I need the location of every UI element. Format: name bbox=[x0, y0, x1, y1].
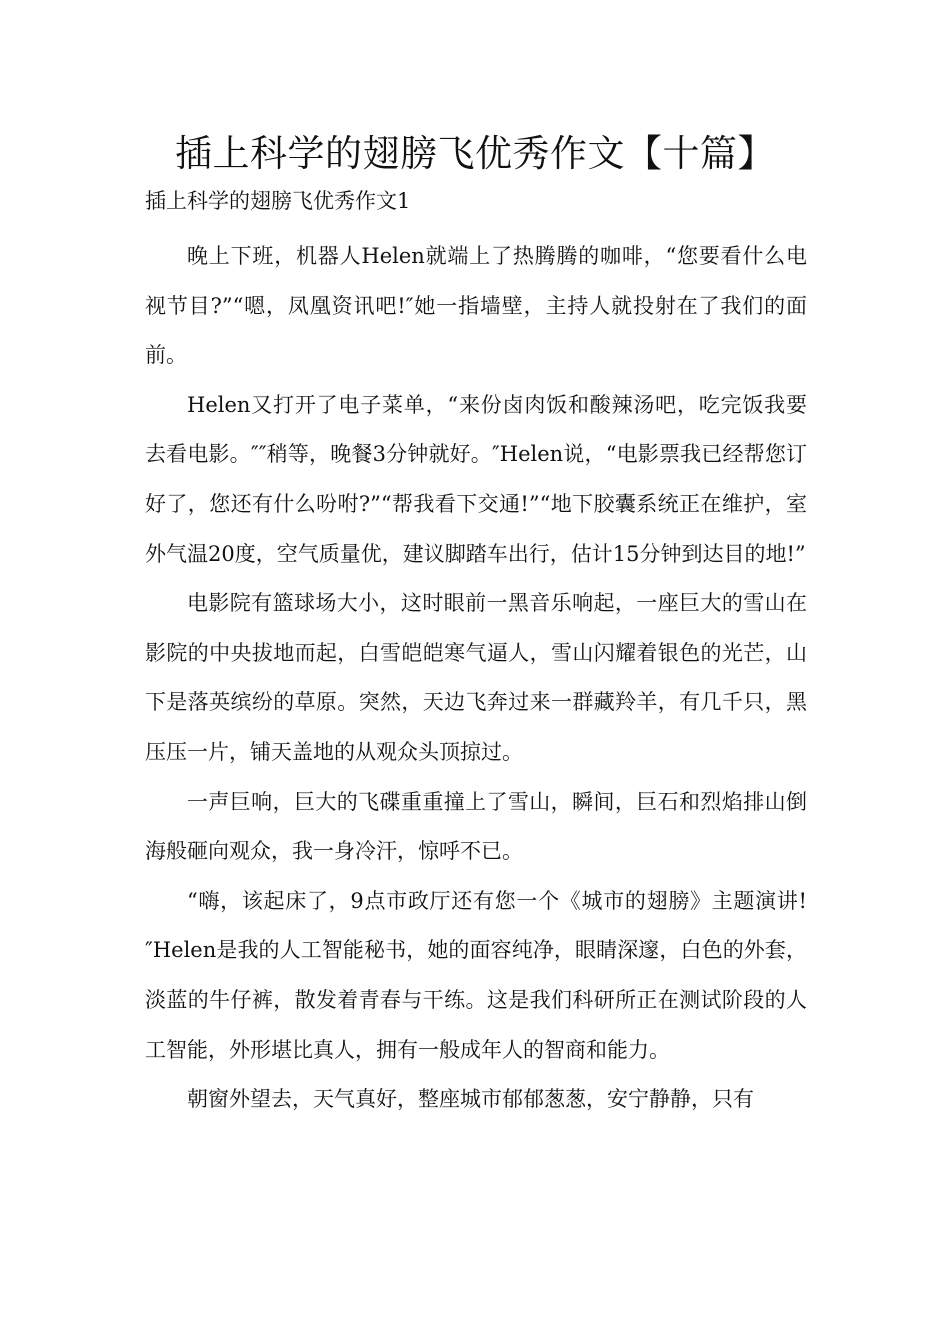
document-title: 插上科学的翅膀飞优秀作文【十篇】 bbox=[175, 132, 775, 175]
paragraph: Helen又打开了电子菜单，“来份卤肉饭和酸辣汤吧，吃完饭我要去看电影。″″稍等，晚餐3分钟就好。″Helen说，“电影票我已经帮您订好了，您还有什么吩咐?”“帮我看下交通!”“地下胶囊系统正在维护，室外气温20度，空气质量优，建议脚踏车出行，估计15分钟到达目的地!” bbox=[145, 392, 807, 566]
paragraph: 电影院有篮球场大小，这时眼前一黑音乐响起，一座巨大的雪山在影院的中央拔地而起，白雪皑皑寒气逼人，雪山闪耀着银色的光芒，山下是落英缤纷的草原。突然，天边飞奔过来一群藏羚羊，有几千只，黑压压一片，铺天盖地的从观众头顶掠过。 bbox=[145, 591, 807, 764]
paragraph: “嗨，该起床了，9点市政厅还有您一个《城市的翅膀》主题演讲!″Helen是我的人工智能秘书，她的面容纯净，眼睛深邃，白色的外套，淡蓝的牛仔裤，散发着青春与干练。这是我们科研所正在测试阶段的人工智能，外形堪比真人，拥有一般成年人的智商和能力。 bbox=[145, 888, 807, 1062]
paragraph: 一声巨响，巨大的飞碟重重撞上了雪山，瞬间，巨石和烈焰排山倒海般砸向观众，我一身冷汗，惊呼不已。 bbox=[145, 789, 807, 864]
paragraph: 晚上下班，机器人Helen就端上了热腾腾的咖啡，“您要看什么电视节目?”“嗯，凤凰资讯吧!″她一指墙壁，主持人就投射在了我们的面前。 bbox=[145, 244, 807, 368]
document-subtitle: 插上科学的翅膀飞优秀作文1 bbox=[145, 189, 411, 213]
paragraph: 朝窗外望去，天气真好，整座城市郁郁葱葱，安宁静静，只有 bbox=[187, 1087, 754, 1112]
document-body bbox=[145, 232, 807, 1125]
